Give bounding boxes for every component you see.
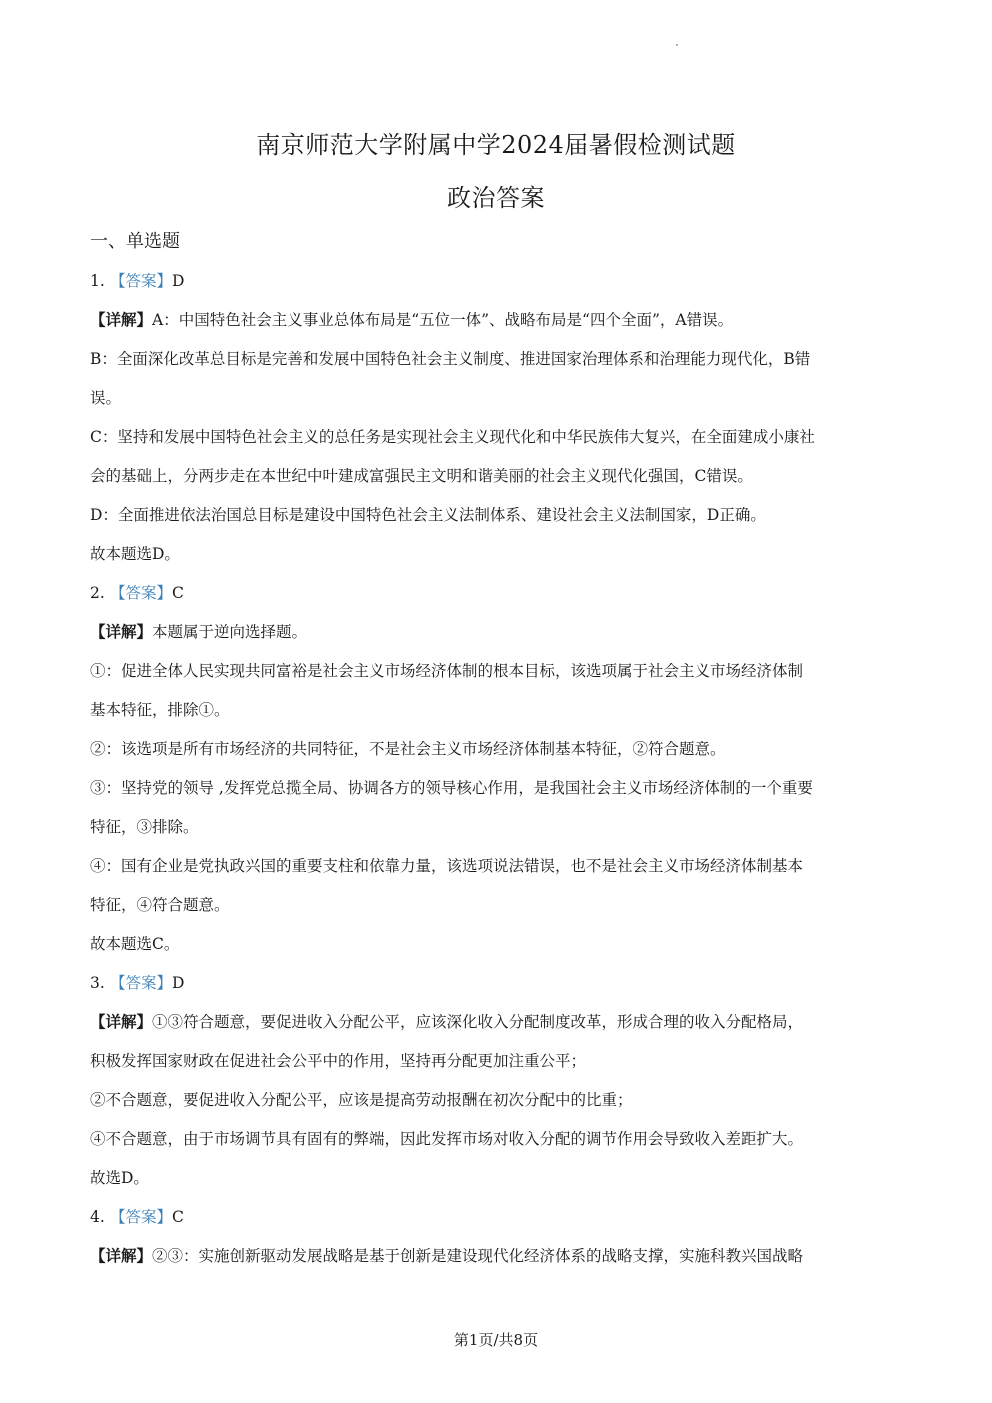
section-heading: 一、单选题: [90, 231, 180, 252]
q4-detail-line: [90, 1243, 905, 1282]
document-title: 南京师范大学附属中学2024届暑假检测试题: [256, 131, 736, 159]
q4-text: ②③：实施创新驱动发展战略是基于创新是建设现代化经济体系的战略支撑，实施科教兴国战略: [152, 1247, 804, 1265]
q1-text: A：中国特色社会主义事业总体布局是“五位一体”、战略布局是“四个全面”，A错误。: [152, 311, 734, 329]
q1-detail-line: [90, 307, 905, 346]
q3-answer-tag: 【答案】: [110, 974, 173, 992]
q3-detail-line: [90, 1009, 905, 1048]
q2-answer-line: [90, 580, 905, 619]
page-footer: 第1页/共8页: [453, 1331, 539, 1349]
q2-text-line: 特征，④符合题意。: [90, 896, 230, 914]
document-subtitle: 政治答案: [447, 184, 545, 212]
q2-text: 本题属于逆向选择题。: [152, 623, 308, 641]
q3-text: ①③符合题意，要促进收入分配公平，应该深化收入分配制度改革，形成合理的收入分配格局，: [152, 1013, 804, 1031]
corner-mark: [676, 44, 678, 46]
q3-text-line: 积极发挥国家财政在促进社会公平中的作用，坚持再分配更加注重公平；: [90, 1052, 587, 1070]
q4-number: 4.: [90, 1208, 105, 1226]
q4-detail-tag: 【详解】: [90, 1246, 153, 1265]
q1-text-line: 误。: [90, 389, 122, 407]
q2-answer-tag: 【答案】: [110, 584, 173, 602]
q3-text-line: ④不合题意，由于市场调节具有固有的弊端，因此发挥市场对收入分配的调节作用会导致收入差距扩大。: [90, 1130, 804, 1148]
q1-text-line: C：坚持和发展中国特色社会主义的总任务是实现社会主义现代化和中华民族伟大复兴，在全面建成小康社: [90, 428, 815, 446]
q1-answer-value: D: [172, 272, 185, 290]
q4-answer-tag: 【答案】: [110, 1208, 173, 1226]
q2-detail-line: [90, 619, 905, 658]
q1-text-line: B：全面深化改革总目标是完善和发展中国特色社会主义制度、推进国家治理体系和治理能力现代化，B错: [90, 350, 811, 368]
q1-text-line: 会的基础上，分两步走在本世纪中叶建成富强民主文明和谐美丽的社会主义现代化强国，C错误。: [90, 467, 753, 485]
q2-answer-value: C: [172, 584, 184, 602]
q3-conclusion: 故选D。: [90, 1169, 149, 1187]
q2-detail-tag: 【详解】: [90, 622, 153, 641]
q2-text-line: ④：国有企业是党执政兴国的重要支柱和依靠力量，该选项说法错误，也不是社会主义市场经济体制基本: [90, 857, 804, 875]
q2-number: 2.: [90, 584, 105, 602]
q3-answer-line: [90, 970, 905, 1009]
q4-answer-line: [90, 1204, 905, 1243]
q2-text-line: ①：促进全体人民实现共同富裕是社会主义市场经济体制的根本目标，该选项属于社会主义市场经济体制: [90, 662, 804, 680]
q1-number: 1.: [90, 272, 105, 290]
q4-answer-value: C: [172, 1208, 184, 1226]
q3-text-line: ②不合题意，要促进收入分配公平，应该是提高劳动报酬在初次分配中的比重；: [90, 1091, 633, 1109]
q2-text-line: ②：该选项是所有市场经济的共同特征，不是社会主义市场经济体制基本特征，②符合题意。: [90, 740, 726, 758]
q3-detail-tag: 【详解】: [90, 1012, 153, 1031]
q1-answer-tag: 【答案】: [110, 272, 173, 290]
q2-conclusion: 故本题选C。: [90, 935, 180, 953]
answer-content: [90, 268, 905, 1282]
q1-conclusion: 故本题选D。: [90, 545, 180, 563]
q2-text-line: 特征，③排除。: [90, 818, 199, 836]
q1-answer-line: [90, 268, 905, 307]
q3-number: 3.: [90, 974, 105, 992]
q1-text-line: D：全面推进依法治国总目标是建设中国特色社会主义法制体系、建设社会主义法制国家，D正确。: [90, 506, 766, 524]
q2-text-line: 基本特征，排除①。: [90, 701, 230, 719]
q3-answer-value: D: [172, 974, 185, 992]
q1-detail-tag: 【详解】: [90, 310, 153, 329]
q2-text-line: ③：坚持党的领导 ,发挥党总揽全局、协调各方的领导核心作用，是我国社会主义市场经济体制的一个重要: [90, 779, 813, 797]
